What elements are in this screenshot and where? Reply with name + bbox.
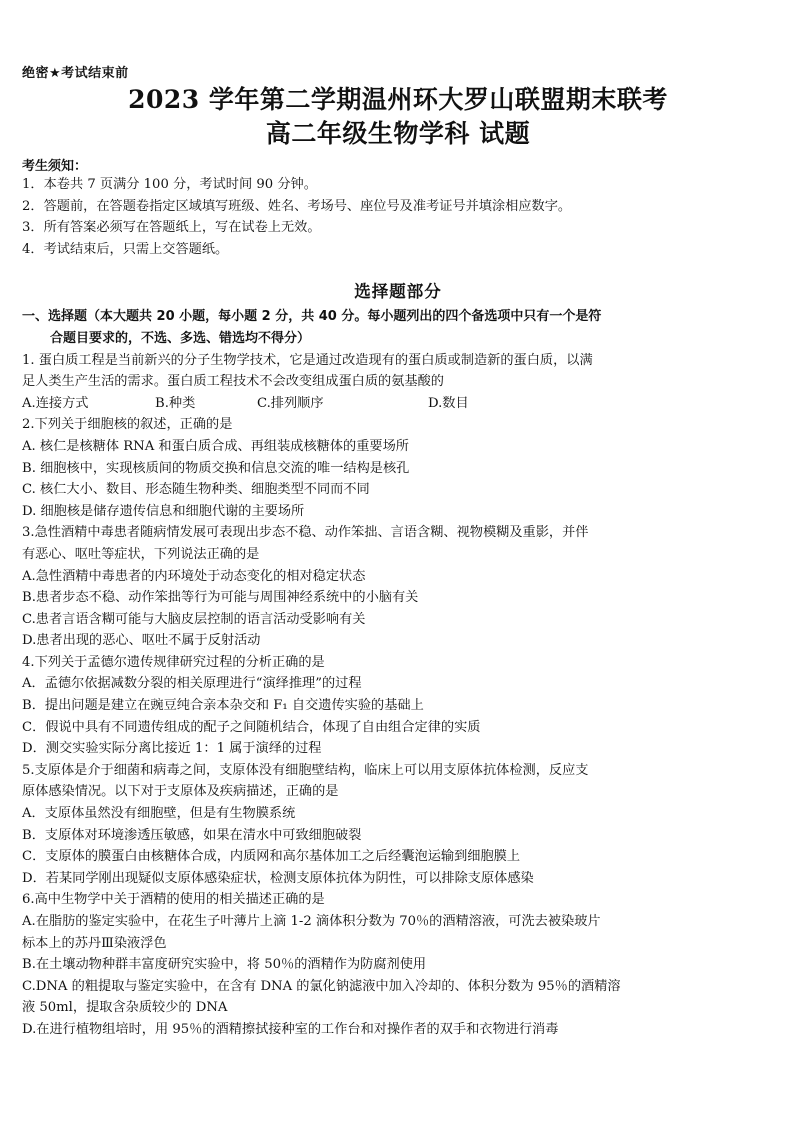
option-d: D．测交实验实际分离比接近 1：1 属于演绎的过程 [22, 741, 322, 757]
option-a: A．支原体虽然没有细胞壁，但是有生物膜系统 [22, 806, 296, 822]
option-c: C. 核仁大小、数目、形态随生物种类、细胞类型不同而不同 [22, 482, 370, 498]
question-1-stem: 1. 蛋白质工程是当前新兴的分子生物学技术，它是通过改造现有的蛋白质或制造新的蛋白质，以满 [22, 352, 593, 368]
instruction-line-2: 合题目要求的，不选、多选、错选均不得分） [50, 330, 311, 346]
question-4-stem: 4.下列关于孟德尔遗传规律研究过程的分析正确的是 [22, 654, 325, 670]
option-b: B．支原体对环境渗透压敏感，如果在清水中可致细胞破裂 [22, 827, 362, 843]
option-b: B.患者步态不稳、动作笨拙等行为可能与周围神经系统中的小脑有关 [22, 590, 419, 606]
option-a: A. 核仁是核糖体 RNA 和蛋白质合成、再组装成核糖体的重要场所 [22, 438, 409, 454]
confidential-label: 绝密★考试结束前 [22, 66, 129, 81]
option-c: C．假说中具有不同遗传组成的配子之间随机结合，体现了自由组合定律的实质 [22, 719, 481, 735]
option-a: A.连接方式 [22, 395, 89, 411]
notice-item: 4．考试结束后，只需上交答题纸。 [22, 241, 229, 257]
notice-heading: 考生须知： [22, 159, 88, 174]
question-1-options [22, 393, 774, 415]
option-d: D.数目 [428, 395, 469, 411]
exam-title: 2023 学年第二学期温州环大罗山联盟期末联考 [128, 85, 668, 114]
question-1-stem-cont: 足人类生产生活的需求。蛋白质工程技术不会改变组成蛋白质的氨基酸的 [22, 374, 444, 390]
option-a: A．孟德尔依据减数分裂的相关原理进行“演绎推理”的过程 [22, 676, 362, 692]
option-b: B.种类 [155, 395, 196, 411]
question-6-stem: 6.高中生物学中关于酒精的使用的相关描述正确的是 [22, 892, 325, 908]
option-c: C.排列顺序 [257, 395, 324, 411]
notice-item: 1．本卷共 7 页满分 100 分，考试时间 90 分钟。 [22, 177, 317, 192]
option-a: A.急性酒精中毒患者的内环境处于动态变化的相对稳定状态 [22, 568, 366, 584]
option-c: C．支原体的膜蛋白由核糖体合成，内质网和高尔基体加工之后经囊泡运输到细胞膜上 [22, 849, 521, 865]
notice-item: 2．答题前，在答题卷指定区域填写班级、姓名、考场号、座位号及准考证号并填涂相应数字。 [22, 198, 572, 214]
question-5-stem-cont: 原体感染情况。以下对于支原体及疾病描述，正确的是 [22, 784, 339, 800]
option-a: A.在脂肪的鉴定实验中，在花生子叶薄片上滴 1-2 滴体积分数为 70％的酒精溶液，可洗去被染玻片 [22, 914, 601, 929]
question-3-stem: 3.急性酒精中毒患者随病情发展可表现出步态不稳、动作笨拙、言语含糊、视物模糊及重影，并伴 [22, 525, 589, 541]
notice-item: 3．所有答案必须写在答题纸上，写在试卷上无效。 [22, 220, 321, 236]
option-c-cont: 液 50ml，提取含杂质较少的 DNA [22, 1000, 228, 1016]
option-d: D．若某同学刚出现疑似支原体感染症状，检测支原体抗体为阴性，可以排除支原体感染 [22, 870, 534, 886]
option-b: B．提出问题是建立在豌豆纯合亲本杂交和 F₁ 自交遗传实验的基础上 [22, 698, 424, 714]
instruction-line-1: 一、选择题（本大题共 20 小题，每小题 2 分，共 40 分。每小题列出的四个备选项中只有一个是符 [22, 309, 602, 325]
option-a-cont: 标本上的苏丹Ⅲ染液浮色 [22, 935, 167, 951]
exam-page [22, 62, 774, 1041]
question-5-stem: 5.支原体是介于细菌和病毒之间，支原体没有细胞壁结构，临床上可以用支原体抗体检测，反应支 [22, 762, 589, 778]
option-d: D.患者出现的恶心、呕吐不属于反射活动 [22, 633, 261, 649]
question-2-stem: 2.下列关于细胞核的叙述，正确的是 [22, 417, 233, 433]
section-title: 选择题部分 [354, 282, 442, 302]
option-b: B.在土壤动物种群丰富度研究实验中，将 50％的酒精作为防腐剂使用 [22, 957, 427, 973]
option-b: B. 细胞核中，实现核质间的物质交换和信息交流的唯一结构是核孔 [22, 460, 410, 476]
question-3-stem-cont: 有恶心、呕吐等症状，下列说法正确的是 [22, 546, 260, 562]
option-d: D.在进行植物组培时，用 95％的酒精擦拭接种室的工作台和对操作者的双手和衣物进行消毒 [22, 1021, 559, 1037]
option-c: C.DNA 的粗提取与鉴定实验中，在含有 DNA 的氯化钠滤液中加入冷却的、体积分数为 95％的酒精溶 [22, 978, 621, 994]
option-c: C.患者言语含糊可能与大脑皮层控制的语言活动受影响有关 [22, 611, 366, 627]
option-d: D. 细胞核是储存遗传信息和细胞代谢的主要场所 [22, 503, 305, 519]
exam-subtitle: 高二年级生物学科 试题 [265, 119, 531, 148]
section-instruction [22, 306, 774, 349]
